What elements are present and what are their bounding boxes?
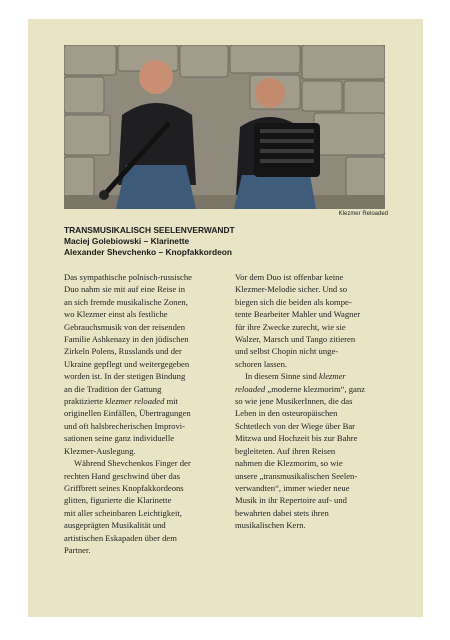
text-line: und selbst Chopin nicht unge- (235, 346, 339, 357)
magazine-page (28, 19, 423, 617)
article-title: TRANSMUSIKALISCH SEELENVERWANDT (64, 225, 235, 235)
text-line: verwandten“, immer wieder neue (235, 482, 350, 493)
text-line: biegen sich die beiden als kompe- (235, 296, 352, 307)
text-fragment: mit (166, 396, 179, 407)
text-line: sationen seine ganz individuelle (64, 433, 175, 444)
text-line: begleiteten. Auf ihren Reisen (235, 445, 336, 456)
text-fragment: In diesem Sinne sind (245, 371, 317, 382)
text-line: musikalischen Kern. (235, 520, 306, 531)
performer-clarinet: Maciej Golebiowski – Klarinette (64, 236, 190, 246)
text-line: bewahrten dabei stets ihren (235, 507, 329, 518)
text-line: Walzer, Marsch und Tango zitieren (235, 334, 356, 345)
text-line: Familie Ashkenazy in den jüdischen (64, 334, 189, 345)
text-line: Vor dem Duo ist offenbar keine (235, 272, 344, 282)
text-line: unsere „transmusikalischen Seelen- (235, 470, 358, 481)
text-line: Leben in den osteuropäischen (235, 408, 338, 419)
text-line: an sich fremde musikalische Zonen, (64, 296, 188, 307)
italic-title: reloaded (235, 383, 266, 394)
text-column-left (64, 271, 226, 556)
text-line: Mitzwa und Hochzeit bis zur Bahre (235, 433, 358, 444)
text-line (235, 383, 393, 395)
text-line: ausgeprägten Musikalität und (64, 520, 166, 531)
text-line: schoren lassen. (235, 358, 288, 369)
paragraph (235, 370, 393, 531)
paragraph (64, 457, 226, 556)
text-line: so wie jene MusikerInnen, die das (235, 396, 353, 407)
text-fragment: „moderne klezmorim“, ganz (267, 383, 365, 394)
italic-title: klezmer (319, 371, 346, 382)
article-heading (64, 225, 235, 258)
text-line: Gebrauchsmusik von der reisenden (64, 321, 185, 332)
paragraph (235, 271, 393, 370)
text-line: Während Shevchenkos Finger der (74, 458, 191, 469)
text-line: für ihre Zwecke zurecht, wie sie (235, 321, 346, 332)
paragraph (64, 271, 226, 457)
text-line: Ukraine gepflegt und weitergegeben (64, 358, 190, 369)
text-line: wo Klezmer einst als festliche (64, 309, 168, 320)
text-column-right (235, 271, 393, 532)
text-line: Musik in ihr Repertoire auf- und (235, 495, 347, 506)
italic-title: klezmer reloaded (105, 396, 165, 407)
photo-credit: Klezmer Reloaded (338, 211, 388, 217)
performer-accordion: Alexander Shevchenko – Knopfakkordeon (64, 247, 233, 257)
text-line: Das sympathische polnisch-russische (64, 272, 192, 282)
text-line: Zirkeln Polens, Russlands und der (64, 346, 182, 357)
text-line: Duo nahm sie mit auf eine Reise in (64, 284, 186, 295)
text-fragment: praktizierte (64, 396, 104, 407)
text-line: originellen Einfällen, Übertragungen (64, 408, 191, 419)
text-line: Klezmer-Melodie sicher. Und so (235, 284, 347, 295)
text-line: Schtetlech von der Wiege über Bar (235, 420, 356, 431)
text-line: und oft halsbrecherischen Improvi- (64, 420, 185, 431)
text-line: tente Bearbeiter Mahler und Wagner (235, 309, 361, 320)
text-line (64, 395, 226, 407)
text-line: worden ist. In der stetigen Bindung (64, 371, 186, 382)
text-line: Partner. (64, 544, 91, 555)
photo-duo-icon (64, 45, 385, 209)
text-line: mit aller scheinbaren Leichtigkeit, (64, 507, 182, 518)
text-line: nahmen die Klezmorim, so wie (235, 458, 343, 469)
text-line (235, 370, 393, 382)
text-line: an die Tradition der Gattung (64, 383, 162, 394)
text-line: Klezmer-Auslegung. (64, 445, 136, 456)
text-line: Griffbrett seines Knopfakkordeons (64, 482, 184, 493)
duo-photo (64, 45, 385, 209)
text-line: glitten, figurierte die Klarinette (64, 495, 172, 506)
text-line: rechten Hand geschwind über das (64, 470, 180, 481)
text-line: artistischen Eskapaden über dem (64, 532, 177, 543)
